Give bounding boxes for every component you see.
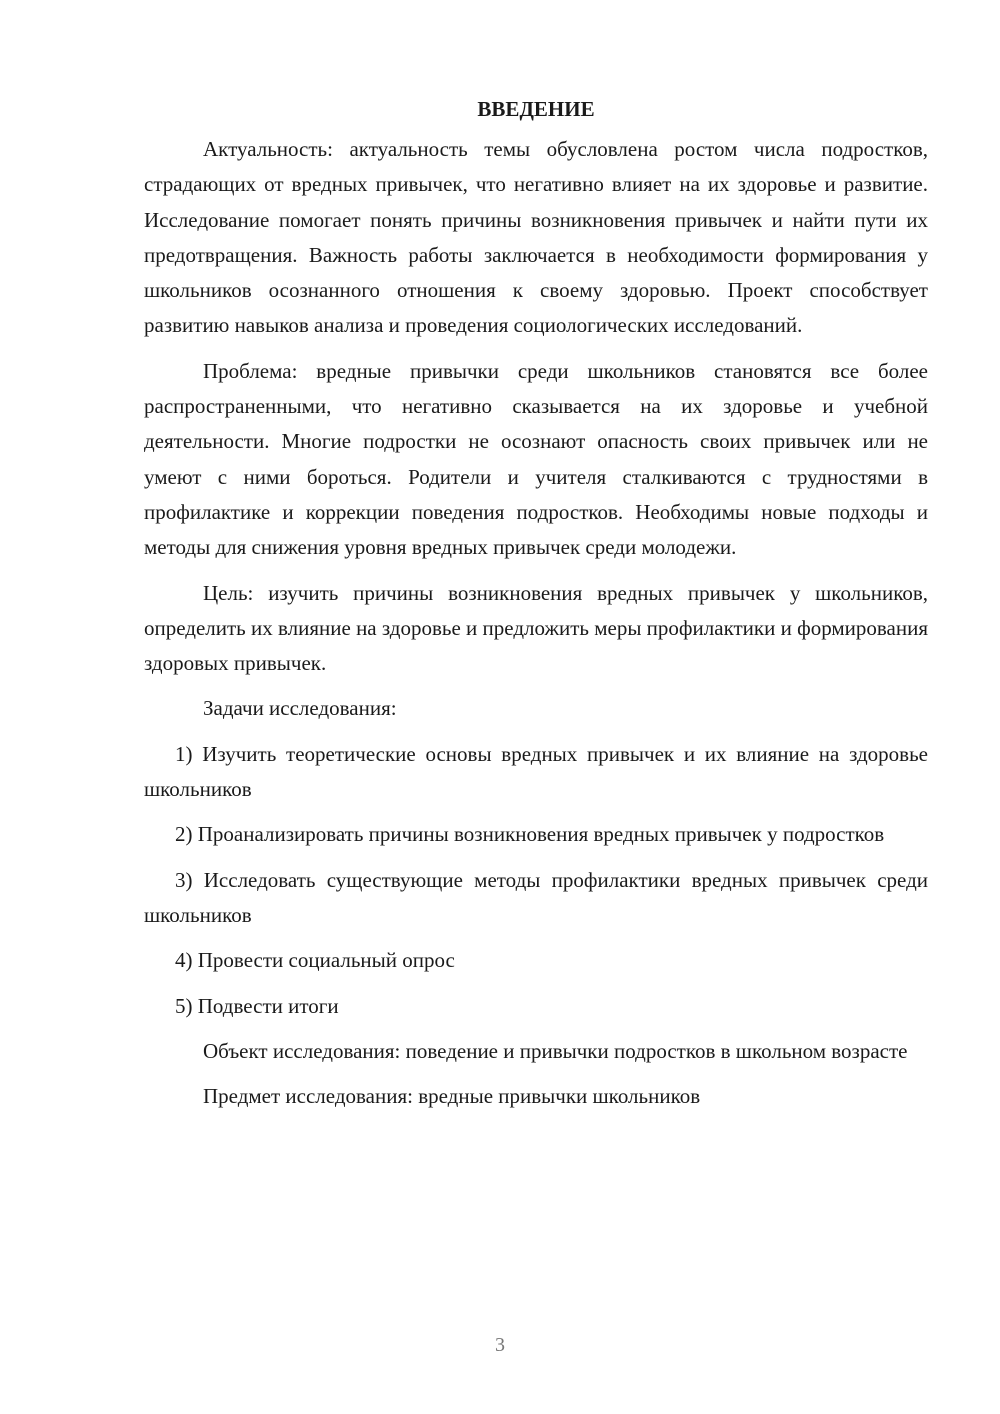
task-item-3: 3) Исследовать существующие методы профилактики вредных привычек среди школьников: [144, 867, 928, 927]
tasks-heading: Задачи исследования:: [203, 696, 397, 721]
relevance-paragraph: Актуальность: актуальность темы обусловлена ростом числа подростков, страдающих от вредных привычек, что негативно влияет на их здоровье и развитие. Исследование помогает понять причины возникновения привычек и найти пути их предотвращения. Важность работы заключается в необходимости формирования у школьников осознанного отношения к своему здоровью. Проект способствует развитию навыков анализа и проведения социологических исследований.: [144, 137, 928, 338]
problem-paragraph: Проблема: вредные привычки среди школьников становятся все более распространенными, что негативно сказывается на их здоровье и учебной деятельности. Многие подростки не осознают опасность своих привычек или не умеют с ними бороться. Родители и учителя сталкиваются с трудностями в профилактике и коррекции поведения подростков. Необходимы новые подходы и методы для снижения уровня вредных привычек среди молодежи.: [144, 358, 928, 560]
task-item-4: 4) Провести социальный опрос: [175, 948, 455, 973]
document-page: [144, 92, 928, 1124]
task-item-2: 2) Проанализировать причины возникновения вредных привычек у подростков: [175, 822, 885, 847]
goal-paragraph: Цель: изучить причины возникновения вредных привычек у школьников, определить их влияние на здоровье и предложить меры профилактики и формирования здоровых привычек.: [144, 580, 928, 676]
section-title: ВВЕДЕНИЕ: [477, 97, 595, 121]
page-number: 3: [495, 1334, 505, 1356]
research-object-paragraph: Объект исследования: поведение и привычки подростков в школьном возрасте: [203, 1038, 908, 1063]
task-item-1: 1) Изучить теоретические основы вредных привычек и их влияние на здоровье школьников: [144, 741, 928, 802]
research-subject-paragraph: Предмет исследования: вредные привычки школьников: [203, 1084, 701, 1109]
task-item-5: 5) Подвести итоги: [175, 993, 339, 1018]
